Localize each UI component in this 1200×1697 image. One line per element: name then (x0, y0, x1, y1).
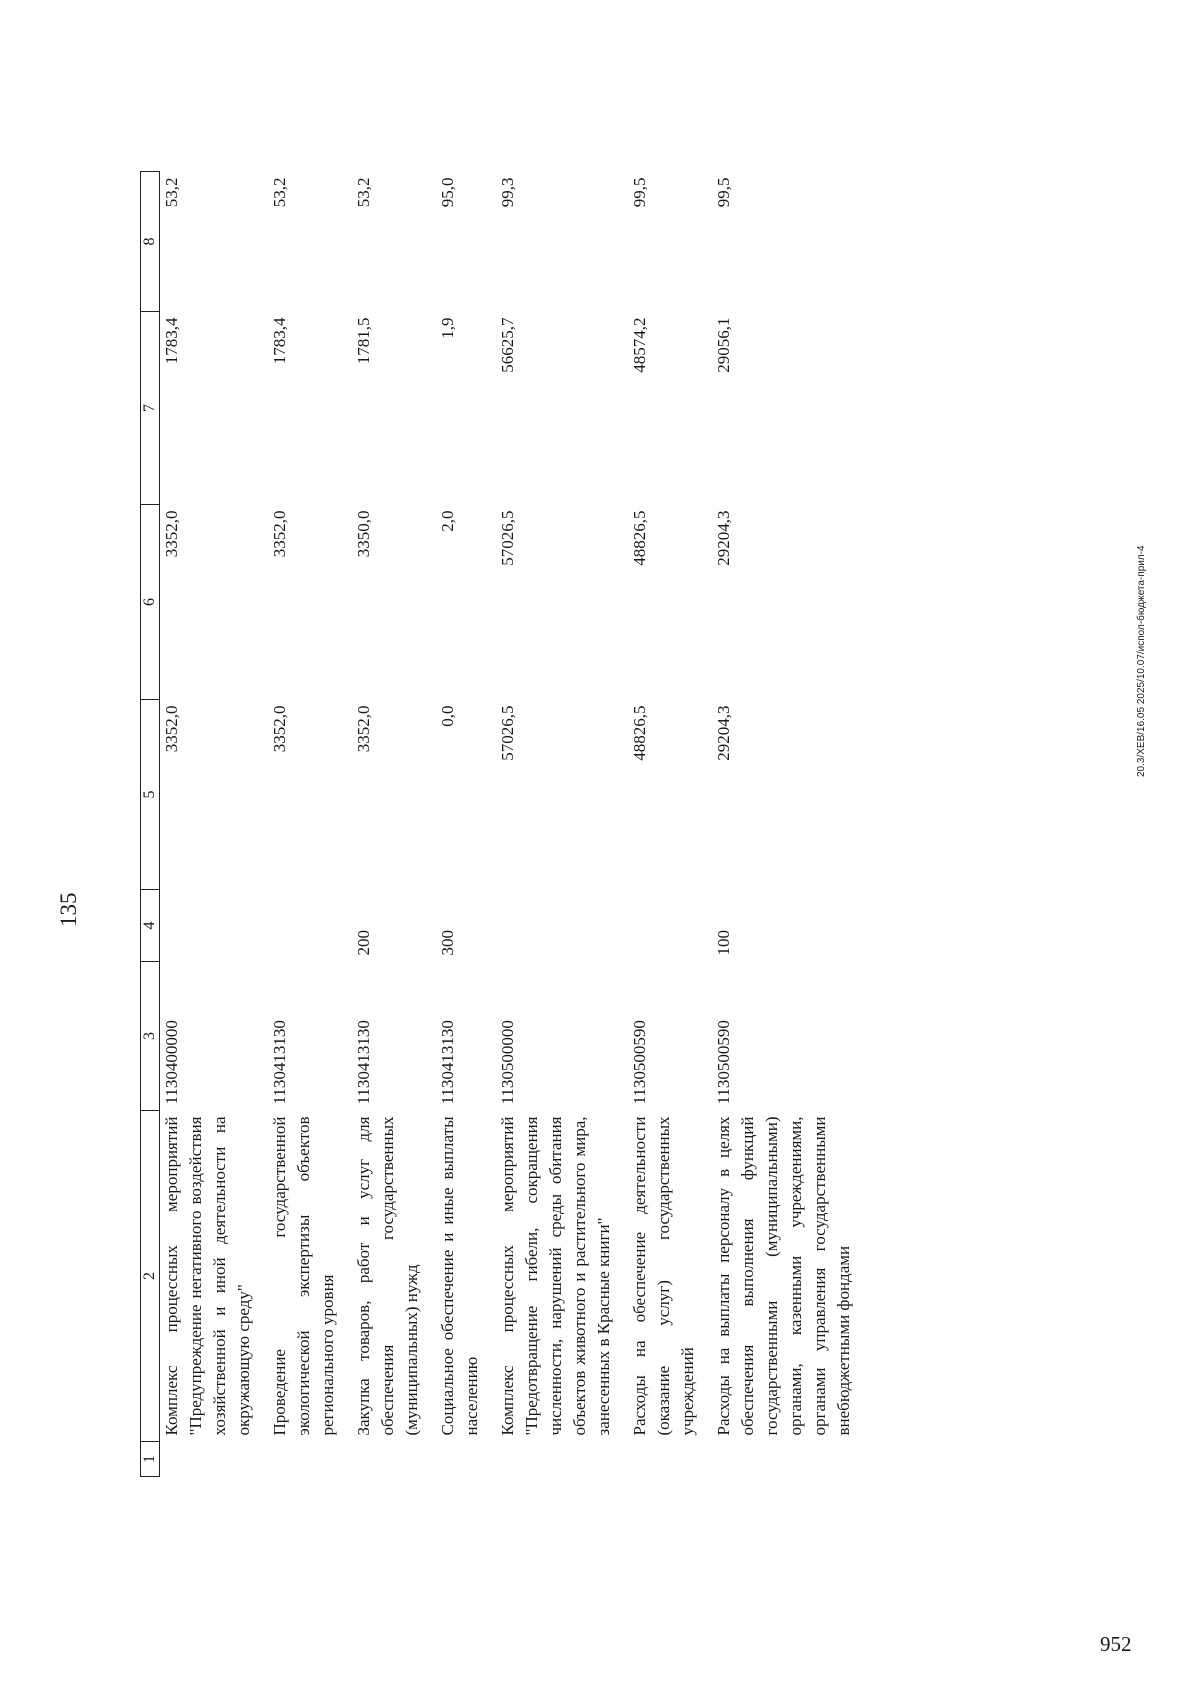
row-number-cell (436, 1442, 496, 1477)
percent-cell: 95,0 (438, 177, 457, 208)
page-number: 952 (1100, 1632, 1132, 1656)
value-cell: 3352,0 (270, 705, 289, 753)
row-number-cell (496, 1442, 628, 1477)
column-number: 2 (141, 1111, 160, 1442)
value-cell: 1781,5 (354, 317, 373, 365)
description-cell: Расходы на выплаты персоналу в целях обеспечения выполнения функций государственными (муниципальными) органами, казенными учреждениями, органами управления государственными внебюджетными фондами (714, 1116, 853, 1436)
table-row (712, 172, 868, 1477)
type-cell: 300 (438, 930, 457, 956)
type-cell (496, 890, 628, 962)
type-cell: 200 (354, 930, 373, 956)
value-cell: 29204,3 (714, 705, 733, 761)
code-cell: 1130500000 (498, 1020, 517, 1105)
percent-cell: 99,3 (498, 177, 517, 208)
value-cell: 2,0 (438, 510, 457, 532)
value-cell: 48574,2 (630, 317, 649, 373)
percent-cell: 99,5 (630, 177, 649, 208)
percent-cell: 99,5 (714, 177, 733, 208)
description-cell: Комплекс процессных мероприятий "Предупреждение негативного воздействия хозяйственной и иной деятельности на окружающую среду" (162, 1116, 253, 1436)
column-number: 5 (141, 700, 160, 890)
code-cell: 1130413130 (270, 1020, 289, 1105)
table-row (268, 172, 352, 1477)
table-row (628, 172, 712, 1477)
value-cell: 3352,0 (354, 705, 373, 753)
row-number-cell (160, 1442, 269, 1477)
column-number: 4 (141, 890, 160, 962)
table-row (352, 172, 436, 1477)
value-cell: 1783,4 (162, 317, 181, 365)
code-cell: 1130500590 (714, 1020, 733, 1105)
table-row (436, 172, 496, 1477)
code-cell: 1130400000 (162, 1020, 181, 1105)
row-number-cell (712, 1442, 868, 1477)
description-cell: Социальное обеспечение и иные выплаты населению (438, 1116, 481, 1436)
percent-cell: 53,2 (162, 177, 181, 208)
row-number-cell (628, 1442, 712, 1477)
type-cell (268, 890, 352, 962)
row-number-cell (352, 1442, 436, 1477)
value-cell: 56625,7 (498, 317, 517, 373)
value-cell: 1,9 (438, 317, 457, 339)
value-cell: 1783,4 (270, 317, 289, 365)
type-cell (160, 890, 269, 962)
value-cell: 3352,0 (162, 510, 181, 558)
percent-cell: 53,2 (354, 177, 373, 208)
row-number-cell (268, 1442, 352, 1477)
column-number: 1 (141, 1442, 160, 1477)
code-cell: 1130500590 (630, 1020, 649, 1105)
column-number: 7 (141, 312, 160, 505)
value-cell: 57026,5 (498, 510, 517, 566)
description-cell: Комплекс процессных мероприятий "Предотвращение гибели, сокращения численности, нарушений среды обитания объектов животного и растительного мира, занесенных в Красные книги" (498, 1116, 613, 1436)
column-number: 8 (141, 172, 160, 312)
description-cell: Проведение государственной экологической экспертизы объектов регионального уровня (270, 1116, 337, 1436)
value-cell: 29204,3 (714, 510, 733, 566)
value-cell: 57026,5 (498, 705, 517, 761)
column-number-header-row (141, 172, 160, 1477)
description-cell: Расходы на обеспечение деятельности (оказание услуг) государственных учреждений (630, 1116, 697, 1436)
column-number: 6 (141, 505, 160, 700)
running-head: 135 (56, 892, 81, 927)
budget-table (140, 171, 868, 1477)
footer-file-code: 20.3/XEB/16.05 2025/10.07/испол-бюджета-прил-4 (1136, 545, 1147, 777)
table-row (160, 172, 269, 1477)
value-cell: 0,0 (438, 705, 457, 727)
description-cell: Закупка товаров, работ и услуг для обеспечения государственных (муниципальных) нужд (354, 1116, 421, 1436)
percent-cell: 53,2 (270, 177, 289, 208)
value-cell: 3350,0 (354, 510, 373, 558)
value-cell: 3352,0 (162, 705, 181, 753)
value-cell: 3352,0 (270, 510, 289, 558)
type-cell (628, 890, 712, 962)
type-cell: 100 (714, 930, 733, 956)
value-cell: 48826,5 (630, 705, 649, 761)
value-cell: 29056,1 (714, 317, 733, 373)
column-number: 3 (141, 962, 160, 1111)
code-cell: 1130413130 (354, 1020, 373, 1105)
value-cell: 48826,5 (630, 510, 649, 566)
code-cell: 1130413130 (438, 1020, 457, 1105)
table-row (496, 172, 628, 1477)
